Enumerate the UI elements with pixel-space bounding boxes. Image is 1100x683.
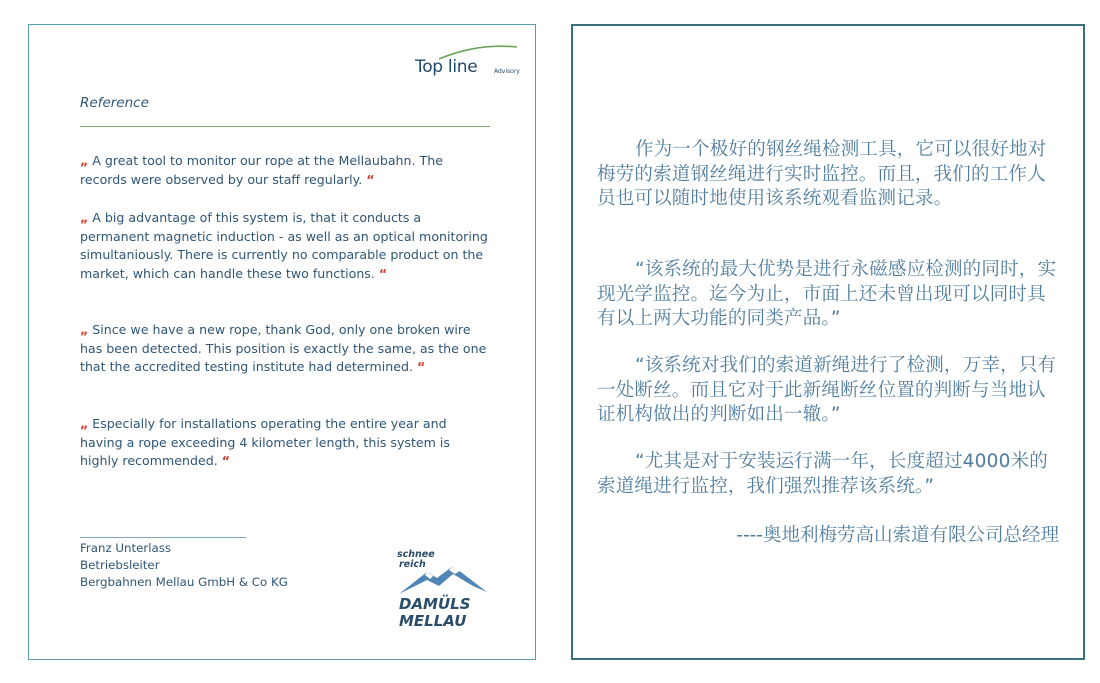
- signer-role: Betriebsleiter: [80, 558, 160, 572]
- open-quote-mark: „: [80, 210, 89, 225]
- quote-3: [80, 321, 490, 377]
- reference-title: Reference: [80, 95, 149, 111]
- brand-name-line-2: MELLAU: [399, 612, 467, 630]
- cn-paragraph-1: 作为一个极好的钢丝绳检测工具，它可以很好地对梅劳的索道钢丝绳进行实时监控。而且，我们的工作人员也可以随时地使用该系统观看监测记录。: [597, 139, 1047, 210]
- brand-name: [399, 596, 471, 630]
- topline-logo: [415, 45, 525, 85]
- close-quote-mark: “: [416, 359, 426, 374]
- logo-word: Top line: [415, 57, 478, 77]
- cn-paragraph-2: “该系统的最大优势是进行永磁感应检测的同时，实现光学监控。迄今为止，市面上还未曾出现可以同时具有以上两大功能的同类产品。”: [597, 259, 1057, 330]
- signer-company: Bergbahnen Mellau GmbH & Co KG: [80, 575, 288, 589]
- quote-text: A great tool to monitor our rope at the Mellaubahn. The records were observed by our staff regularly.: [80, 153, 443, 187]
- quote-text: Since we have a new rope, thank God, only one broken wire has been detected. This position is exactly the same, as the one that the accredited testing institute had determined.: [80, 322, 487, 374]
- close-quote-mark: “: [378, 265, 388, 281]
- brand-name-line-1: DAMÜLS: [399, 595, 471, 613]
- cn-paragraph-4: “尤其是对于安装运行满一年，长度超过4000米的索道绳进行监控，我们强烈推荐该系统。”: [597, 451, 1048, 497]
- mountain-icon: [397, 559, 489, 596]
- open-quote-mark: „: [80, 322, 89, 337]
- open-quote-mark: „: [80, 153, 89, 168]
- close-quote-mark: “: [221, 453, 230, 468]
- quote-2: [80, 209, 490, 283]
- cn-signature: ----奥地利梅劳高山索道有限公司总经理: [736, 525, 1059, 546]
- english-reference-panel: [28, 24, 536, 660]
- damuls-mellau-logo: [395, 550, 495, 640]
- cn-paragraph-3: “该系统对我们的索道新绳进行了检测，万幸，只有一处断丝。而且它对于此新绳断丝位置的判断与当地认证机构做出的判断如出一辙。”: [597, 355, 1057, 426]
- brand-tagline-2: reich: [399, 559, 426, 570]
- title-divider: [80, 126, 490, 127]
- brand-tagline-1: schnee: [397, 549, 435, 560]
- chinese-translation-panel: [571, 24, 1085, 660]
- close-quote-mark: “: [366, 171, 375, 187]
- signature-line: [80, 537, 246, 538]
- signer-name: Franz Unterlass: [80, 541, 172, 555]
- quote-text: A big advantage of this system is, that it conducts a permanent magnetic induction - as well as an optical monitoring simultaniously. There is currently no comparable product on the market, which can handle these two functions.: [80, 210, 488, 281]
- logo-sub: Advisory: [494, 68, 520, 75]
- open-quote-mark: „: [80, 416, 89, 431]
- quote-text: Especially for installations operating the entire year and having a rope exceeding 4 kilometer length, this system is highly recommended.: [80, 416, 450, 468]
- quote-4: [80, 415, 490, 471]
- quote-1: [80, 152, 490, 189]
